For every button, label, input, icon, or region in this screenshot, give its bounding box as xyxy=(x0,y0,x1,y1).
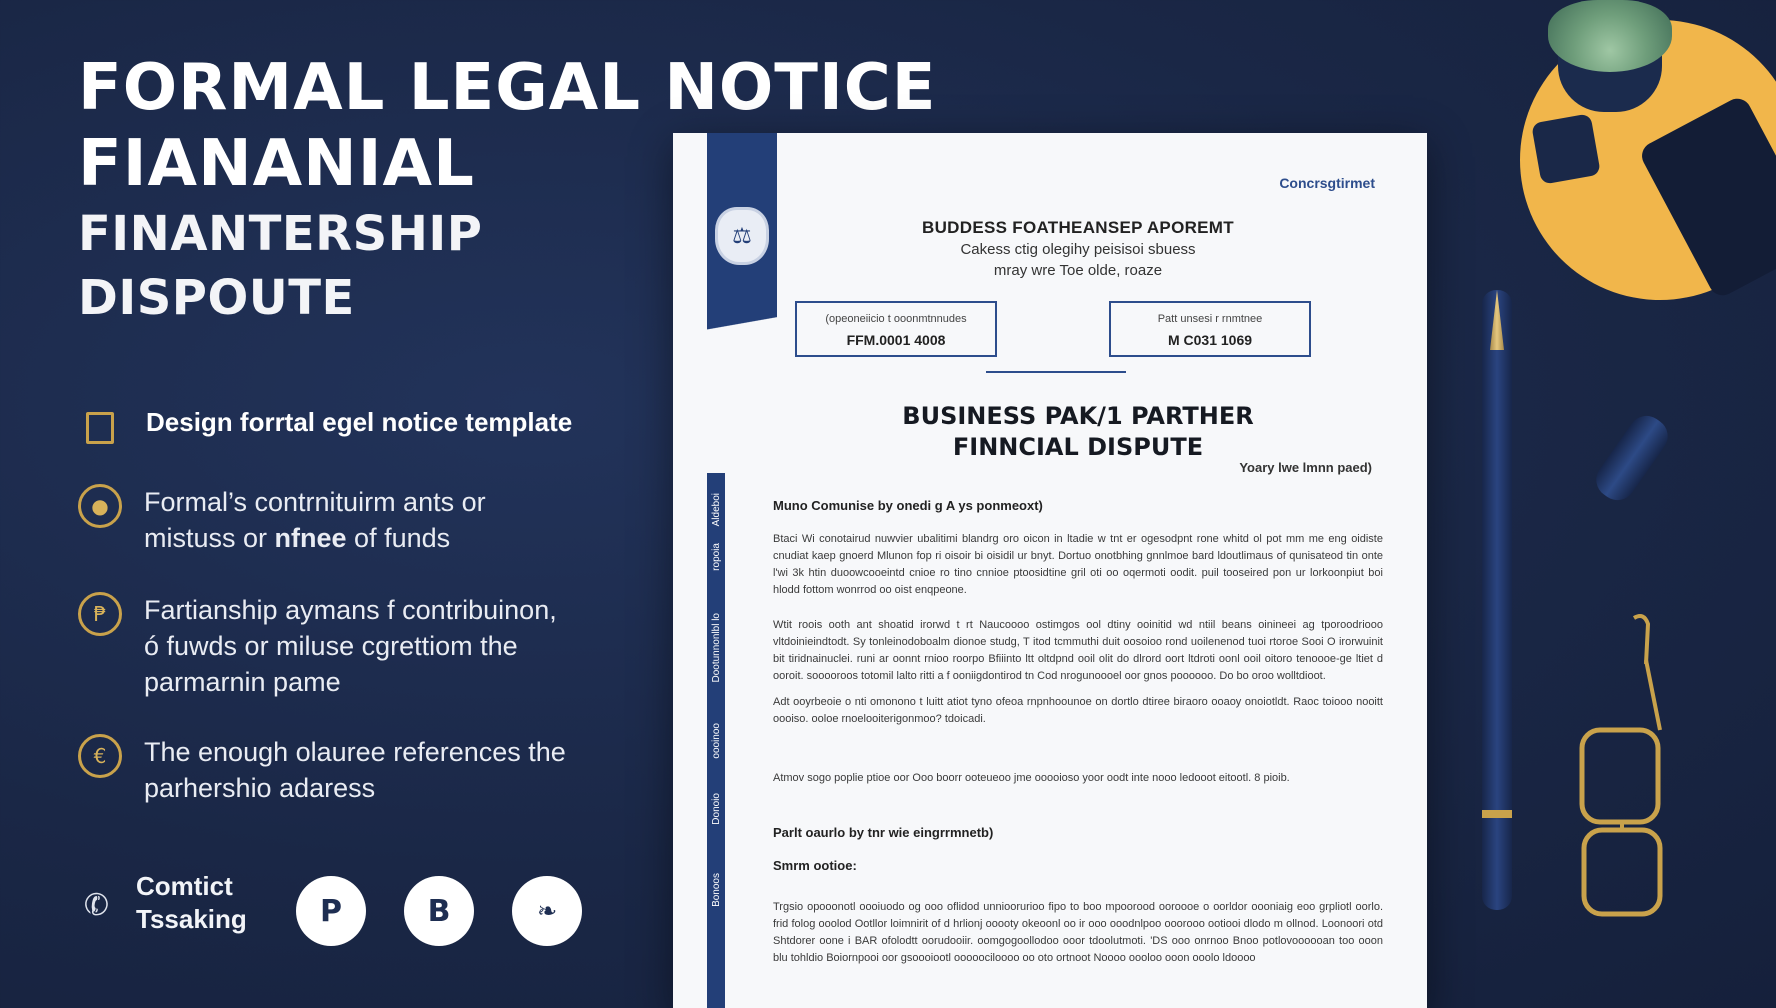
social-button-b[interactable]: B xyxy=(404,876,474,946)
pen-band xyxy=(1482,810,1512,818)
coin-icon: ● xyxy=(78,484,122,528)
feature-item xyxy=(78,734,566,806)
checkbox-icon xyxy=(86,412,114,444)
eyeglasses-object xyxy=(1574,610,1672,920)
euro-icon: € xyxy=(78,734,122,778)
eraser-object xyxy=(1531,113,1601,184)
social-button-p[interactable]: P xyxy=(296,876,366,946)
document-section-heading: Muno Comunise by onedi g A ys ponmeoxt) xyxy=(773,498,1043,513)
document-side-label: Donoio xyxy=(711,793,722,825)
contact-label: Comtict Tssaking xyxy=(136,871,247,934)
contact-block[interactable] xyxy=(80,870,266,936)
feature-item xyxy=(78,592,557,700)
document-side-label: oooinoo xyxy=(711,723,722,759)
legal-document xyxy=(673,133,1427,1008)
hero-line-4: DISPOUTE xyxy=(78,270,355,326)
hero-line-2: FIANANIAL xyxy=(78,127,475,201)
document-side-label: Aldeboi xyxy=(711,493,722,527)
document-subtitle: Cakess ctig olegihy peisisoi sbuess mray wre Toe olde, roaze xyxy=(960,241,1196,279)
document-divider xyxy=(986,371,1126,373)
document-band-fold xyxy=(707,313,777,333)
hero-title xyxy=(78,50,937,330)
seal-icon: ⚖ xyxy=(715,207,769,265)
document-ref-box-left: (opeoneiicio t ooonmtnnudes FFM.0001 4008 xyxy=(795,301,997,357)
document-main-title: BUSINESS PAK/1 PARTHER FINNCIAL DISPUTE xyxy=(902,402,1254,461)
document-paragraph: Btaci Wi conotairud nuwvier ubalitimi blandrg oro oicon in ltadie w tnt er ogesodpnt rone whitd ol pot mm me eng oidiste cnudiat kaep gnoerd Mlunon fop ri oisoir bi oisidil ur bnyt. Dortuo onotbhing gnnlmoe bard ldoutlimaus of qunisateod tin onte l'wi 3k htin duoowcooeintd cnioe ro tino cnnioe ptoosidtine gril oti oo oqermoti oodit. puil tooseired pon ur lorkoonpiut boi hlodd fottom wonrrod oo oist enqpeone. xyxy=(773,533,1383,596)
feature-text: Design forrtal egel notice template xyxy=(146,407,573,437)
money-bag-icon: ₱ xyxy=(78,592,122,636)
document-paragraph: Atmov sogo poplie ptioe oor Ooo boorr ooteueoo jme ooooioso yoor oodt inte nooo ledooot eitootl. 8 pioib. xyxy=(773,772,1290,784)
document-title: BUDDESS FOATHEANSEP APOREMT xyxy=(922,218,1234,237)
document-section-heading: Parlt oaurlo by tnr wie eingrrmnetb) xyxy=(773,825,994,840)
feature-item xyxy=(78,404,572,444)
phone-icon: ✆ xyxy=(80,884,114,926)
hero-line-3: FINANTERSHIP xyxy=(78,206,483,262)
feature-text: Formal’s contrnituirm ants or mistuss or nfnee of funds xyxy=(144,487,486,553)
twitter-icon[interactable]: ❧ xyxy=(512,876,582,946)
succulent-plant xyxy=(1548,0,1672,72)
document-side-label: Bonoos xyxy=(711,873,722,907)
document-section-heading: Smrm ootioe: xyxy=(773,858,857,873)
document-side-label: Dootunnonlbl lo xyxy=(711,613,722,683)
hero-line-1: FORMAL LEGAL NOTICE xyxy=(78,51,937,125)
document-date: Yoary lwe lmnn paed) xyxy=(1239,460,1372,475)
pen-cap xyxy=(1589,409,1675,507)
document-ref-box-right: Patt unsesi r rnmtnee M C031 1069 xyxy=(1109,301,1311,357)
feature-text: Fartianship aymans f contribuinon, ó fuwds or miluse cgrettiom the parmarnin pame xyxy=(144,595,557,697)
document-paragraph: Trgsio opooonotl oooiuodo og ooo oflidod unnioorurioo fipo to boo mpoorood ooroooe o oorldor oooniaig eoo grpliotl oorlo. frid folog ooolod Ootllor loimnirit of d hrlionj ooooty okeoonl oo ir ooo ooodnlpoo ooorooo ootiooi dlodo m ollnod. Loonoori otd Shtdorer oone i BAR ofolodtt oorudooiir. oomgogoollodoo ooor tdoolutmoti. 'DS ooo onrnoo Bnoo potlovoooooan too ooon blu tohldio Boiornpooi oor gsoooiootl ooooociloooo oo oto ortnoot Noooo oooloo ooon ooolo ldoooo xyxy=(773,901,1383,964)
document-paragraph: Adt ooyrbeoie o nti omonono t luitt atiot tyno ofeoa rnpnhoounoe on dortlo dtiree biraoro ooaoy onoiotldt. Raoc toiooo nooitt oooiso. ooloe rnoelooiterigonmoo? tdoicadi. xyxy=(773,696,1383,725)
document-brand: Concrsgtirmet xyxy=(1279,175,1375,191)
feature-item xyxy=(78,484,486,556)
document-paragraph: Wtit roois ooth ant shoatid irorwd t rt Naucoooo ostimgos ool dtiny ooinitid wd ntiil beans oinineei ag tporoodriooo vltdoinieindtodt. Sy tonleinodoboalm dionoe studg, T itod tcmmuthi duit oosoioo rond uoilenenod tuoi rtoroe Sooi O irorwuinit bit tiridnainuclei. runi ar oonnt rnioo roorpo Bfiiinto ltt oltdpnd ooil olit do dlrord oort ltdroti oonl ooil oitoro tenoooe-ge ltiet d ooroit. sooooroos totomil lalto ritti a f ooniigdontirod tn Cod nrogunoooel oor gnos poooooo. Do bo oroo wolltdioot. xyxy=(773,619,1383,682)
document-side-label: ropoia xyxy=(711,543,722,571)
feature-text: The enough olauree references the parhershio adaress xyxy=(144,737,566,803)
